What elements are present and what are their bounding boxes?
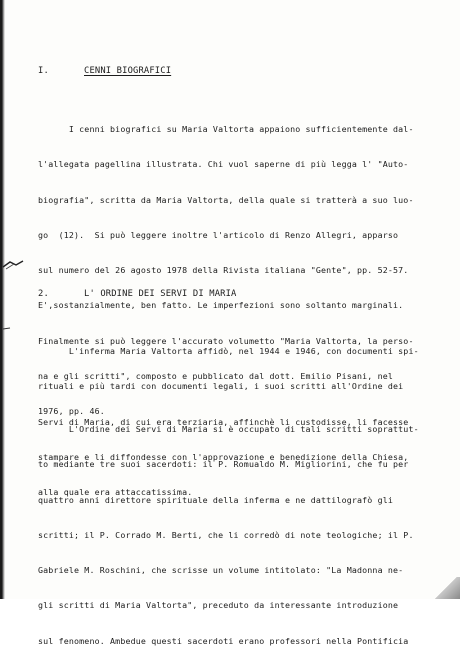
text-line: alla quale era attaccatissima. [38,487,193,498]
text-line: 1976, pp. 46. [38,406,105,417]
text-line: sul numero del 26 agosto 1978 della Rivista italiana "Gente", pp. 52-57. [38,265,409,276]
text-line: L'Ordine dei Servi di Maria si è occupato di tali scritti soprattut- [38,424,419,434]
margin-ink-mark [2,258,24,272]
text-line: rituali e più tardi con documenti legali, i suoi scritti all'Ordine dei [38,381,404,392]
text-line: Servi di Maria, di cui era terziaria, affinchè li custodisse, li facesse [38,416,409,427]
scan-corner-shadow [432,577,460,599]
text-line: sul fenomeno. Ambedue questi sacerdoti erano professori nella Pontificia [38,635,409,646]
text-line: go (12). Si può leggere inoltre l'articolo di Renzo Allegri, apparso [38,229,399,240]
section-2-paragraph-2 [38,402,438,669]
text-line: to mediante tre suoi sacerdoti: il P. Romualdo M. Migliorini, che fu per [38,459,409,470]
scan-binding-edge [0,0,5,599]
text-line: L'inferma Maria Valtorta affidò, nel 1944 e 1946, con documenti spi- [38,346,419,356]
section-2-number: 2. [38,289,49,299]
text-line: na e gli scritti", composto e pubblicato dal dott. Emilio Pisani, nel [38,371,394,382]
margin-ink-dot [2,324,12,334]
text-line: gli scritti di Maria Valtorta", preceduto da interessante introduzione [38,600,399,611]
text-line: Gabriele M. Roschini, che scrisse un volume intitolato: "La Madonna ne- [38,565,404,576]
text-line: stampare e li diffondesse con l'approvazione e benedizione della Chiesa, [38,451,409,462]
section-1-title: CENNI BIOGRAFICI [84,66,172,76]
section-1-heading [38,66,171,76]
section-2-heading [38,289,237,299]
section-2-title: L' ORDINE DEI SERVI DI MARIA [84,289,237,299]
text-line: scritti; il P. Corrado M. Berti, che li corredò di note teologiche; il P. [38,529,414,540]
text-line: I cenni biografici su Maria Valtorta appaiono sufficientemente dal- [38,124,414,134]
text-line: quattro anni direttore spirituale della inferma e ne dattilografò gli [38,494,394,505]
text-line: l'allegata pagellina illustrata. Chi vuol saperne di più legga l' "Auto- [38,159,409,170]
text-line: biografia", scritta da Maria Valtorta, della quale si tratterà a suo luo- [38,194,414,205]
text-line: Finalmente si può leggere l'accurato volumetto "Maria Valtorta, la perso- [38,335,414,346]
section-1-number: I. [38,66,49,76]
text-line: E',sostanzialmente, ben fatto. Le imperfezioni sono soltanto marginali. [38,300,404,311]
